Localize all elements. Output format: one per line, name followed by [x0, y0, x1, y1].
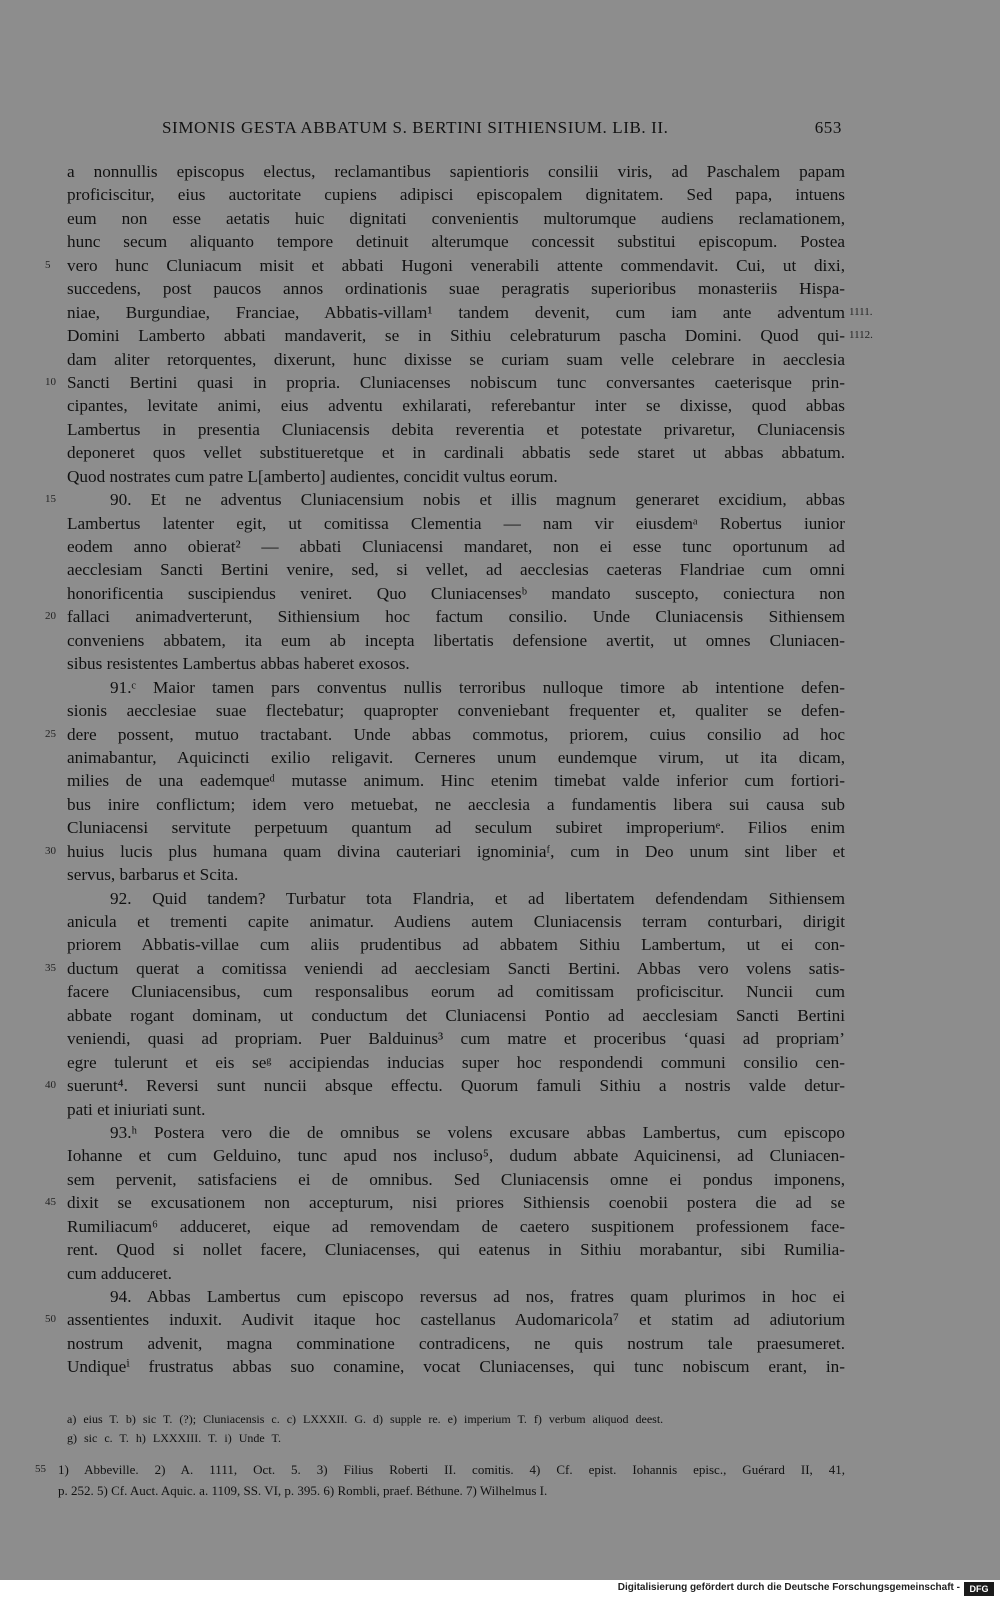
- line-number: 30: [45, 844, 56, 857]
- line-text: veniendi, quasi ad propriam. Puer Balduinus³ cum matre et proceribus ‘quasi ad propriam’: [67, 1029, 845, 1049]
- text-line: [67, 910, 845, 933]
- line-text: nostrum advenit, magna comminatione contradicens, ne quis nostrum tale praesumeret.: [67, 1333, 845, 1353]
- line-number: 45: [45, 1196, 56, 1209]
- line-text: dixit se excusationem non accepturum, nisi priores Sithiensis coenobii postera die ad se: [67, 1193, 845, 1213]
- line-text: eum non esse aetatis huic dignitati convenientis multorumque audiens reclamationem,: [67, 208, 845, 228]
- text-line: [67, 652, 845, 675]
- line-text: deponeret quos vellet substitueretque et in cardinali abbatis sede staret ut abbas abbatum.: [67, 443, 845, 463]
- text-line: [67, 863, 845, 886]
- footnotes: [35, 1459, 845, 1501]
- text-line: [67, 746, 845, 769]
- text-line: [67, 465, 845, 488]
- page-title: SIMONIS GESTA ABBATUM S. BERTINI SITHIENSIUM. LIB. II.: [162, 118, 669, 137]
- text-line: [67, 558, 845, 581]
- apparatus-line: a) eius T. b) sic T. (?); Cluniacensis c. c) LXXXII. G. d) supple re. e) imperium T. f) verbum aliquod deest.: [67, 1412, 664, 1426]
- text-line: [67, 816, 845, 839]
- text-line: [45, 1308, 845, 1331]
- text-line: [67, 676, 845, 699]
- line-text: aecclesiam Sancti Bertini venire, sed, si vellet, ad aecclesias caeteras Flandriae cum omni: [67, 560, 845, 580]
- dfg-logo: DFG: [964, 1582, 994, 1596]
- text-line: [67, 230, 845, 253]
- text-line: [67, 1144, 845, 1167]
- funding-credit: Digitalisierung gefördert durch die Deutsche Forschungsgemeinschaft -: [617, 1582, 960, 1593]
- footnote-line: p. 252. 5) Cf. Auct. Aquic. a. 1109, SS. VI, p. 395. 6) Rombli, praef. Béthune. 7) Wilhelmus I.: [58, 1483, 548, 1498]
- line-text: niae, Burgundiae, Franciae, Abbatis-villam¹ tandem devenit, cum iam ante adventum: [67, 302, 845, 322]
- line-text: dam aliter retorquentes, dixerunt, hunc dixisse se curiam suam velle celebrare in aecclesia: [67, 349, 845, 369]
- line-text: Domini Lamberto abbati mandaverit, se in Sithiu celebraturum pascha Domini. Quod qui-: [67, 326, 845, 346]
- line-text: Quod nostrates cum patre L[amberto] audientes, concidit vultus eorum.: [67, 466, 558, 486]
- line-text: proficiscitur, eius auctoritate cupiens adipisci episcopalem dignitatem. Sed papa, intuens: [67, 185, 845, 205]
- line-text: Rumiliacum⁶ adduceret, eique ad removendam de caetero suspitionem professionem face-: [67, 1216, 845, 1236]
- line-text: 92. Quid tandem? Turbatur tota Flandria, et ad libertatem defendendam Sithiensem: [110, 888, 845, 908]
- text-line: [67, 980, 845, 1003]
- text-line: [45, 1074, 845, 1097]
- text-line: [67, 512, 845, 535]
- text-line: [67, 629, 845, 652]
- text-line: [67, 348, 845, 371]
- line-text: eodem anno obierat² — abbati Cluniacensi mandaret, non ei esse tunc oportunum ad: [67, 537, 845, 556]
- line-text: assentientes induxit. Audivit itaque hoc castellanus Audomaricola⁷ et statim ad adiutorium: [67, 1310, 845, 1330]
- text-line: [45, 1191, 845, 1214]
- text-line: [67, 1098, 845, 1121]
- line-text: Cluniacensi servitute perpetuum quantum ad seculum subiret improperiumᵉ. Filios enim: [67, 818, 845, 838]
- line-number: 5: [45, 258, 51, 271]
- line-number: 25: [45, 727, 56, 740]
- line-text: bus inire conflictum; idem vero metuebat, ne aecclesia a fundamentis libera sui causa sub: [67, 794, 845, 814]
- text-line: [67, 699, 845, 722]
- margin-year: 1111.: [849, 305, 873, 318]
- footer-bar: [0, 1580, 1000, 1599]
- line-text: rent. Quod si nollet facere, Cluniacenses, qui eatenus in Sithiu morabantur, sibi Rumilia-: [67, 1240, 845, 1260]
- text-line: [67, 183, 845, 206]
- text-line: [67, 769, 845, 792]
- text-line: [67, 1004, 845, 1027]
- text-line: [67, 793, 845, 816]
- line-text: sem pervenit, satisfaciens ei de omnibus. Sed Cluniacensis omne ei pondus imponens,: [67, 1169, 845, 1189]
- line-text: anicula et trementi capite animatur. Audiens autem Cluniacensis terram conturbari, dirigit: [67, 912, 845, 931]
- line-text: milies de una eademqueᵈ mutasse animum. Hinc etenim timebat valde inferior cum fortiori-: [67, 771, 845, 791]
- line-text: priorem Abbatis-villae cum aliis prudentibus ad abbatem Sithiu Lambertum, ut ei con-: [67, 935, 845, 955]
- line-text: 94. Abbas Lambertus cum episcopo reversus ad nos, fratres quam plurimos in hoc ei: [110, 1287, 845, 1306]
- text-line: [45, 840, 845, 863]
- text-line: [45, 371, 845, 394]
- line-text: Lambertus in presentia Cluniacensis debita reverentia et potestate privaretur, Cluniacensis: [67, 419, 845, 439]
- text-line: [67, 207, 845, 230]
- line-text: 93.ʰ Postera vero die de omnibus se volens excusare abbas Lambertus, cum episcopo: [110, 1122, 845, 1142]
- line-text: fallaci animadverterunt, Sithiensium hoc factum consilio. Unde Cluniacensis Sithiensem: [67, 607, 845, 627]
- line-text: servus, barbarus et Scita.: [67, 865, 239, 885]
- text-line: [45, 488, 845, 511]
- line-text: cipantes, levitate animi, eius adventu exhilarati, referebantur inter se dixisse, quod abbas: [67, 396, 845, 416]
- text-line: [67, 582, 845, 605]
- text-line: [67, 301, 873, 324]
- line-text: facere Cluniacensibus, cum responsalibus eorum ad comitissam proficiscitur. Nuncii cum: [67, 982, 845, 1002]
- line-text: hunc secum aliquanto tempore detinuit alterumque concessit substitui episcopum. Postea: [67, 232, 845, 252]
- body-text: [45, 160, 873, 1379]
- line-text: honorificentia suscipiendus veniret. Quo Cluniacensesᵇ mandato suscepto, coniectura non: [67, 583, 845, 603]
- line-number: 10: [45, 375, 56, 388]
- text-line: [67, 887, 845, 910]
- text-line: [67, 1215, 845, 1238]
- line-text: 90. Et ne adventus Cluniacensium nobis et illis magnum generaret excidium, abbas: [110, 490, 845, 510]
- line-text: vero hunc Cluniacum misit et abbati Hugoni venerabili attente commendavit. Cui, ut dixi,: [67, 255, 845, 275]
- line-text: conveniens abbatem, ita eum ab incepta libertatis defensione avertit, ut omnes Cluniacen-: [67, 630, 845, 650]
- line-text: animabantur, Aquicincti exilio religavit. Cerneres unum eundemque virum, ut ita dicam,: [67, 747, 845, 767]
- text-line: [67, 394, 845, 417]
- text-line: [67, 277, 845, 300]
- footnote-line: 1) Abbeville. 2) A. 1111, Oct. 5. 3) Filius Roberti II. comitis. 4) Cf. epist. Iohannis episc., Guérard II, 41,: [58, 1462, 845, 1477]
- line-text: Iohanne et cum Gelduino, tunc apud nos incluso⁵, dudum abbate Aquicinensi, ad Cluniacen-: [67, 1146, 845, 1166]
- apparatus-line: g) sic c. T. h) LXXXIII. T. i) Unde T.: [67, 1431, 281, 1445]
- text-line: [45, 723, 845, 746]
- line-text: Undiqueⁱ frustratus abbas suo conamine, vocat Cluniacenses, qui tunc nobiscum erant, in-: [67, 1357, 845, 1377]
- text-line: [45, 605, 845, 628]
- text-line: [67, 1355, 845, 1378]
- line-text: Lambertus latenter egit, ut comitissa Clementia — nam vir eiusdemᵃ Robertus iunior: [67, 513, 845, 533]
- line-number: 20: [45, 610, 56, 623]
- line-text: pati et iniuriati sunt.: [67, 1099, 206, 1119]
- line-number: 35: [45, 961, 56, 974]
- line-text: huius lucis plus humana quam divina cauteriari ignominiaᶠ, cum in Deo unum sint liber et: [67, 841, 845, 861]
- line-text: Sancti Bertini quasi in propria. Cluniacenses nobiscum tunc conversantes caeterisque prin-: [67, 372, 845, 392]
- line-number: 50: [45, 1313, 56, 1326]
- line-number: 40: [45, 1079, 56, 1092]
- line-text: ductum querat a comitissa veniendi ad aecclesiam Sancti Bertini. Abbas vero volens satis-: [67, 958, 845, 978]
- text-line: [67, 1285, 845, 1308]
- text-line: [67, 160, 845, 183]
- critical-apparatus: [67, 1410, 845, 1448]
- margin-year: 1112.: [849, 329, 873, 342]
- text-line: [45, 957, 845, 980]
- line-text: suerunt⁴. Reversi sunt nuncii absque effectu. Quorum famuli Sithiu a nostris valde detur-: [67, 1076, 845, 1096]
- text-line: [67, 1238, 845, 1261]
- text-line: [67, 1332, 845, 1355]
- text-line: [67, 1168, 845, 1191]
- text-line: [67, 418, 845, 441]
- text-line: [67, 1262, 845, 1285]
- line-text: 91.ᶜ Maior tamen pars conventus nullis terroribus nulloque timore ab intentione defen-: [110, 677, 845, 697]
- line-text: dere possent, mutuo tractabant. Unde abbas commotus, priorem, cuius consilio ad hoc: [67, 724, 845, 744]
- line-text: succedens, post paucos annos ordinationis suae peragratis superioribus monasteriis Hispa-: [67, 279, 845, 299]
- text-line: [67, 933, 845, 956]
- line-text: a nonnullis episcopus electus, reclamantibus sapientioris consilii viris, ad Paschalem papam: [67, 162, 845, 181]
- page-number: 653: [814, 118, 842, 137]
- text-line: [67, 1121, 845, 1144]
- line-text: egre tulerunt et eis seᵍ accipiendas inducias super hoc respondendi communi consilio cen-: [67, 1052, 845, 1072]
- text-line: [67, 324, 873, 347]
- line-text: sionis aecclesiae suae flectebatur; quapropter conveniebant frequenter et, qualiter se defen-: [67, 701, 845, 721]
- line-text: abbate rogant dominam, ut conductum det Cluniacensi Pontio ad aecclesiam Sancti Bertini: [67, 1005, 845, 1025]
- text-line: [45, 254, 845, 277]
- line-number: 55: [35, 1463, 46, 1475]
- text-line: [67, 1027, 845, 1050]
- text-line: [67, 535, 845, 558]
- text-line: [67, 441, 845, 464]
- line-text: cum adduceret.: [67, 1263, 172, 1283]
- line-text: sibus resistentes Lambertus abbas haberet exosos.: [67, 654, 410, 674]
- line-number: 15: [45, 493, 56, 506]
- text-line: [67, 1051, 845, 1074]
